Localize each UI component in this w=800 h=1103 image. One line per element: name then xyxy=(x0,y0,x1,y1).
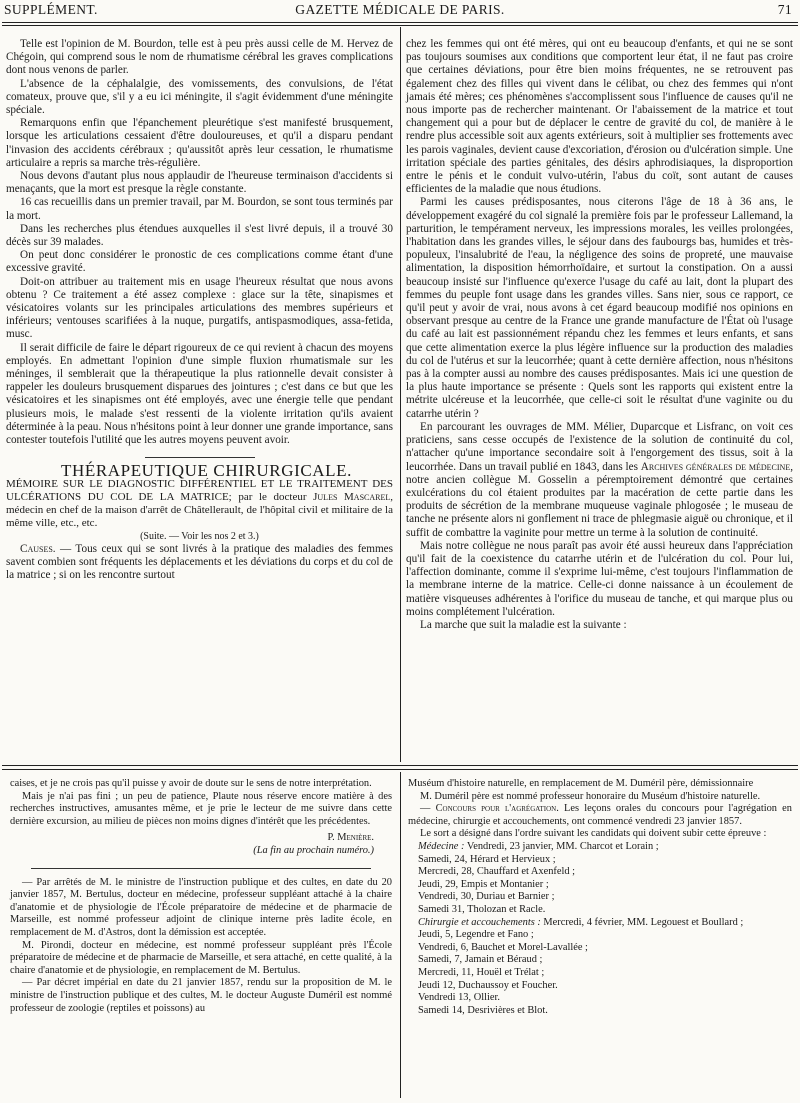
paragraph: — Par arrêtés de M. le ministre de l'instruction publique et des cultes, en date du 20 janvier 1857, M. Bertulus, docteur en médecine, professeur suppléant attaché à la chaire d'anatomie et de physiologie de l'École préparatoire de médecine et de pharmacie de Marseille, est nommé professeur adjoint de clinique interne près ladite école, en remplacement de M. d'Astros, dont la démission est acceptée. xyxy=(10,876,392,938)
paragraph: Remarquons enfin que l'épanchement pleurétique s'est manifesté brusquement, lorsque les articulations cessaient d'être douloureuses, et qu'il a disparu pendant l'invasion des accidents cérébraux ; qu'aussitôt après leur cessation, le rhumatisme articulaire a repris sa marche très-régulière. xyxy=(6,117,393,169)
causes-label: Causes. xyxy=(20,542,56,555)
column-divider-top xyxy=(400,27,401,762)
paragraph: Mais notre collègue ne nous paraît pas avoir été aussi heureux dans l'appréciation qu'il fait de la coexistence du catarrhe utérin et de l'ulcération du col. Pour lui, l'affection dominante, comme il s'exprime lui-même, c'est toujours l'inflammation de la membrane interne de la matrice. Celle-ci donne naissance à un écoulement de matière visqueuses adhérentes à l'orifice du museau de tanche, et qui marque plus ou moins complétement l'ulcération. xyxy=(406,539,793,618)
schedule-line: Mercredi, 11, Houël et Trélat ; xyxy=(418,966,545,978)
schedule-line: Vendredi, 30, Duriau et Barnier ; xyxy=(418,891,555,903)
memoir-author: Jules Mascarel, xyxy=(313,490,393,503)
section-title: THÉRAPEUTIQUE CHIRURGICALE. xyxy=(60,461,352,481)
continuation-note: (Suite. — Voir les nos 2 et 3.) xyxy=(140,530,259,542)
paragraph: M. Duméril père est nommé professeur honoraire du Muséum d'histoire naturelle. xyxy=(420,790,761,802)
schedule-line: Vendredi 13, Ollier. xyxy=(418,992,500,1004)
section-separator xyxy=(145,457,255,458)
paragraph: Le sort a désigné dans l'ordre suivant les candidats qui doivent subir cette épreuve : xyxy=(420,828,767,840)
paragraph: On peut donc considérer le pronostic de ces complications comme étant d'une excessive gravité. xyxy=(6,249,393,275)
concours-label: Concours pour l'agrégation. xyxy=(435,803,559,815)
medecine-schedule-first: Médecine : Vendredi, 23 janvier, MM. Charcot et Lorain ; xyxy=(418,840,659,852)
schedule-line: Samedi 14, Desrivières et Blot. xyxy=(418,1004,548,1016)
schedule-line: Vendredi, 6, Bauchet et Morel-Lavallée ; xyxy=(418,941,588,953)
paragraph: La marche que suit la maladie est la suivante : xyxy=(420,618,627,631)
paragraph: Nous devons d'autant plus nous applaudir de l'heureuse terminaison d'accidents si menaçants, que la mort est presque la règle constante. xyxy=(6,170,393,196)
schedule-line: Jeudi, 5, Legendre et Fano ; xyxy=(418,929,534,941)
schedule-line: Samedi 31, Tholozan et Racle. xyxy=(418,903,546,915)
paragraph: L'absence de la céphalalgie, des vomissements, des convulsions, de l'état comateux, prouve que, s'il y a eu ici méningite, il s'agit évidemment d'une méningite spéciale. xyxy=(6,77,393,117)
paragraph: chez les femmes qui ont été mères, qui ont eu beaucoup d'enfants, et qui ne se sont pas toujours soumises aux conditions que comportent leur état, il ne faut pas croire que certaines déviations, pour être bien moins fréquentes, ne se retrouvent pas également chez des filles qui vivent dans le célibat, ou chez des femmes qui n'ont jamais été mères; ces phénomènes s'accomplissent sous l'influence de causes qu'il ne nous importe pas de rechercher maintenant. Or l'abaissement de la matrice et tout changement qui a pour but de déplacer le centre de gravité du col, de manière à le rendre plus accessible soit aux agents extérieurs, soit à multiplier ses frottements avec les parois vaginales, devient cause d'excoriation, d'érosion ou d'ulcération simple. Une irritation spéciale des parties génitales, des désirs aphrodisiaques, la disproportion entre le pénis et le conduit vulvo-utérin, l'abus du coït, sont autant de causes efficientes de la maladie que nous étudions. xyxy=(406,38,793,196)
paragraph: 16 cas recueillis dans un premier travail, par M. Bourdon, se sont tous terminés par la mort. xyxy=(6,196,393,222)
bottom-rule-1 xyxy=(2,765,798,766)
bottom-right-column xyxy=(408,778,792,1017)
paragraph: Muséum d'histoire naturelle, en remplacement de M. Duméril père, démissionnaire xyxy=(408,778,754,789)
paragraph: Mais je n'ai pas fini ; un peu de patience, Plaute nous réserve encore matière à des recherches instructives, amusantes même, et je prie le lecteur de me suivre dans cette dernière excursion, au milieu de pièces non moins dignes d'intérêt que les précédentes. xyxy=(10,790,392,827)
paragraph: Il serait difficile de faire le départ rigoureux de ce qui revient à chacun des moyens employés. En admettant l'opinion d'une simple fluxion rhumatismale sur les méninges, il semblerait que la thérapeutique la plus rationnelle devait consister à rappeler les douleurs brusquement disparues des jointures ; c'est dans ce but que les vésicatoires et les sinapismes ont été employés, avec une énergie telle que pendant plusieurs mois, le malade s'est ressenti de la violente irritation qu'ils avaient déterminée à la peau. Nous n'hésitons point à leur donner une grande importance, sans contester toutefois l'utilité que les autres moyens peuvent avoir. xyxy=(6,341,393,447)
causes-paragraph: Causes. — Tous ceux qui se sont livrés à la pratique des maladies des femmes savent combien sont fréquents les déplacements et les déviations du corps et du col de la matrice ; si on les rencontre surtout xyxy=(6,542,393,582)
medecine-label: Médecine : xyxy=(418,840,465,852)
to-be-continued-note: (La fin au prochain numéro.) xyxy=(253,844,374,856)
paragraph: Doit-on attribuer au traitement mis en usage l'heureux résultat que nous avons obtenu ? Ce traitement a été assez complexe : glace sur la tête, sinapismes et vésicatoires volants sur les principales articulations des membres supérieurs et inférieurs; ventouses scarifiées à la nuque, purgatifs, antispasmodiques, assa-fetida, musc. xyxy=(6,275,393,341)
left-column xyxy=(6,38,393,582)
paragraph: En parcourant les ouvrages de MM. Mélier, Duparcque et Lisfranc, on voit ces praticiens, sans cesse occupés de l'existence de la solution de continuité du col, n'attacher qu'une importance secondaire soit à l'engorgement des tissus, soit à la leucorrhée. Dans un travail publié en 1843, dans les Archives générales de médecine, notre ancien collègue M. Gosselin a péremptoirement démontré que certaines exulcérations du col étaient produites par la macération de cette partie dans les produits de sécrétion de la membrane muqueuse vaginale phlogosée ; le museau de tanche ne présente alors ni gonflement ni trace de phlegmasie aiguë ou chronique, et il suffit de combattre la vaginite pour mettre un terme à la solution de continuité. xyxy=(406,420,794,539)
schedule-line: Jeudi 12, Duchaussoy et Foucher. xyxy=(418,979,558,991)
schedule-line: Samedi, 24, Hérard et Hervieux ; xyxy=(418,853,556,865)
chirurgie-label: Chirurgie et accouchements : xyxy=(418,916,541,928)
concours-paragraph: — Concours pour l'agrégation. Les leçons orales du concours pour l'agrégation en médecine, chirurgie et accouchements, ont commencé vendredi 23 janvier 1857. xyxy=(408,803,792,827)
paragraph: Parmi les causes prédisposantes, nous citerons l'âge de 18 à 36 ans, le développement exagéré du col signalé la première fois par le professeur Lallemand, la parturition, le tempérament nerveux, les impressions morales, les veilles prolongées, l'habitation dans les grandes villes, le séjour dans des faubourgs bas, humides et très-populeux, l'insalubrité de l'eau, la négligence des soins de propreté, une mauvaise alimentation, la disposition hémorrhoïdaire, et surtout la constipation. On a aussi beaucoup insisté sur l'influence qu'exerce l'usage du café au lait, dont la plupart des femmes du peuple font usage dans les grandes villes. Sans nier, sous ce rapport, ce qu'il peut y avoir de vrai, nous avons à cet égard beaucoup modifié nos opinions en observant presque au centre de la France une grande manufacture de l'État où l'usage du café au lait est passionnément répandu chez les femmes et leurs enfants, et sans que cette alimentation exerce la plus légère influence sur la production des maladies du col de l'utérus et sur la leucorrhée; quant à cette dernière affection, nous n'hésitons pas à la compter aussi au nombre des causes prédisposantes. Mais ici une question de la plus haute importance se présente : Quels sont les rapports qui existent entre la métrite ulcéreuse et la leucorrhée, que celle-ci soit le résultat d'une vaginite ou du catarrhe utérin ? xyxy=(406,196,793,420)
running-header xyxy=(4,0,796,22)
page-number: 71 xyxy=(777,2,792,17)
bottom-left-column xyxy=(10,778,392,1015)
bottom-rule-2 xyxy=(2,769,798,770)
journal-name: Archives générales de médecine xyxy=(640,460,791,473)
paragraph: M. Pirondi, docteur en médecine, est nommé professeur suppléant près l'École préparatoire de médecine et de pharmacie de Marseille, et sera attaché, en cette qualité, à la chaire d'anatomie et de physiologie, en remplacement de M. Bertulus. xyxy=(10,939,392,976)
schedule-line: Jeudi, 29, Empis et Montanier ; xyxy=(418,878,549,890)
news-separator xyxy=(31,868,371,869)
paragraph: caises, et je ne crois pas qu'il puisse y avoir de doute sur le sens de notre interprétation. xyxy=(10,778,372,789)
chirurgie-schedule-first: Chirurgie et accouchements : Mercredi, 4 février, MM. Legouest et Boullard ; xyxy=(418,916,744,928)
header-journal-title: GAZETTE MÉDICALE DE PARIS. xyxy=(295,2,505,17)
right-column xyxy=(406,38,793,632)
paragraph: Dans les recherches plus étendues auxquelles il s'est livré depuis, il a trouvé 30 décès sur 39 malades. xyxy=(6,222,393,249)
schedule-line: Mercredi, 28, Chauffard et Axenfeld ; xyxy=(418,866,576,878)
schedule-line: Samedi, 7, Jamain et Béraud ; xyxy=(418,954,543,966)
header-rule-top xyxy=(2,22,798,23)
paragraph: — Par décret impérial en date du 21 janvier 1857, rendu sur la proposition de M. le ministre de l'instruction publique et des cultes, M. le docteur Auguste Duméril est nommé professeur de zoologie (reptiles et poissons) au xyxy=(10,977,392,1014)
author-signature: P. Menière. xyxy=(327,832,374,844)
column-divider-bottom xyxy=(400,772,401,1098)
header-supplement: SUPPLÉMENT. xyxy=(4,2,98,17)
header-rule-bottom xyxy=(2,25,798,26)
paragraph: Telle est l'opinion de M. Bourdon, telle est à peu près aussi celle de M. Hervez de Chégoin, qui comprend sous le nom de rhumatisme cérébral les graves complications dont nous venons de parler. xyxy=(6,38,393,77)
memoir-title: MÉMOIRE SUR LE DIAGNOSTIC DIFFÉRENTIEL ET LE TRAITEMENT DES ULCÉRATIONS DU COL DE LA MATRICE; par le docteur Jules Mascarel, médecin en chef de la maison d'arrêt de Châtellerault, de l'hôpital civil et militaire de la même ville, etc., etc. xyxy=(6,477,393,529)
